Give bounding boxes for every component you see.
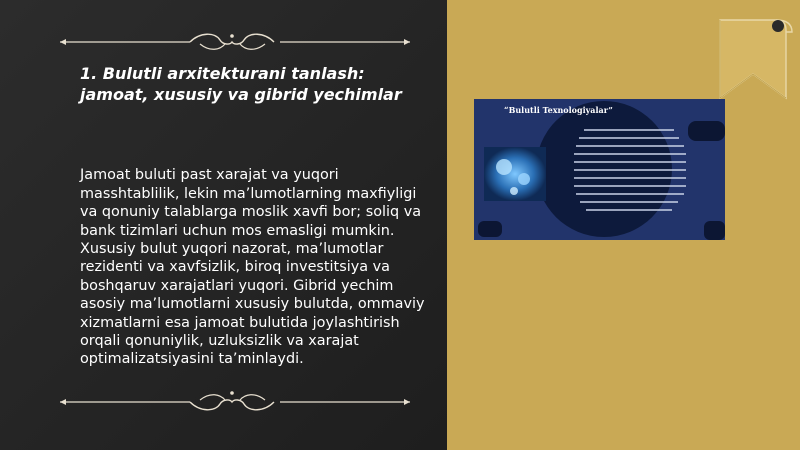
slide-body: Jamoat buluti past xarajat va yuqori masshtablilik, lekin ma’lumotlarning maxfiyligi va qonuniy talablarga moslik xavfi bor; soliq va bank tizimlari uchun mos emasligi mumkin. Xususiy bulut yuqori nazorat, ma’lumotlar rezidenti va xavfsizlik, biroq investitsiya va boshqaruv xarajatlari yuqori. Gibrid yechim asosiy ma’lumotlarni xususiy bulutda, ommaviy xizmatlarni esa jamoat bulutida joylashtirish orqali qonuniylik, uzluksizlik va xarajat optimalizatsiyasini ta’minlaydi.	[80, 167, 425, 368]
slide-thumbnail	[474, 99, 725, 240]
ornament-divider-icon	[60, 390, 410, 414]
bookmark-ribbon-icon	[716, 18, 796, 102]
ornament-divider-icon	[60, 30, 410, 54]
slide-title: 1. Bulutli arxitekturani tanlash: jamoat, xususiy va gibrid yechimlar	[80, 63, 402, 104]
thumbnail-graphic	[474, 99, 725, 240]
thumbnail-title: “Bulutli Texnologiyalar”	[504, 105, 613, 115]
